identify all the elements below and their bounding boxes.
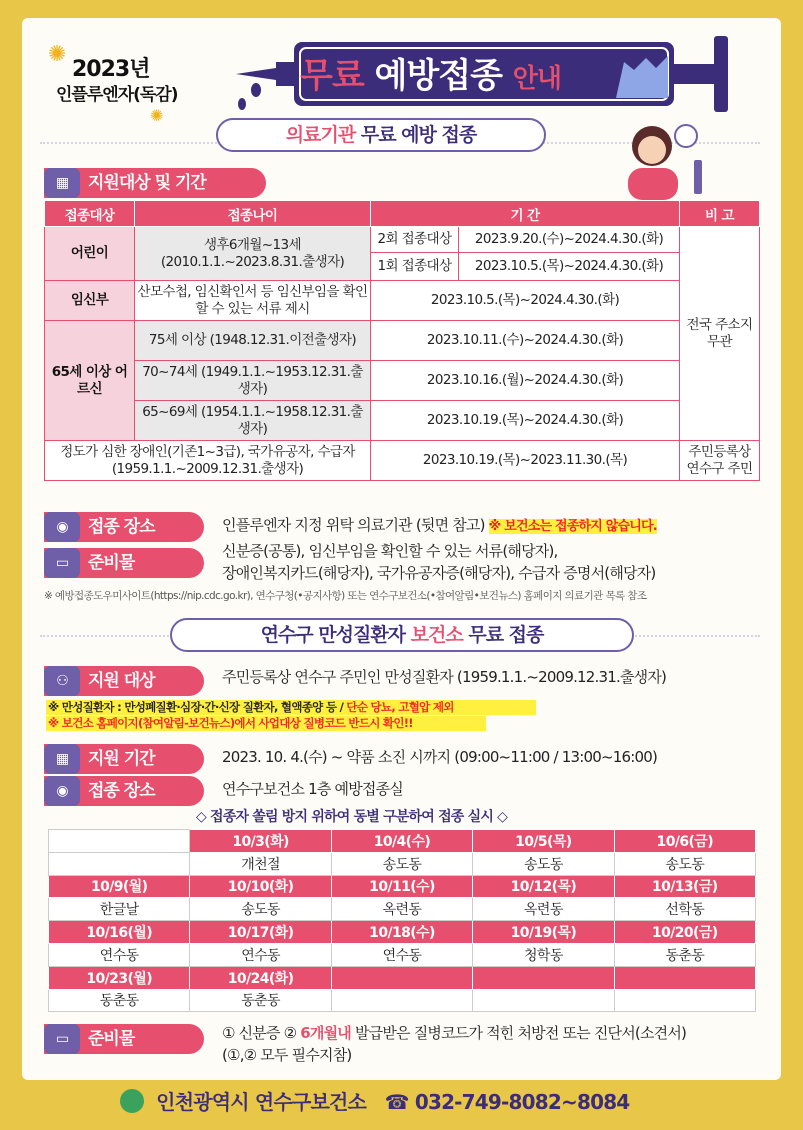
tag-place-label: 접종 장소 — [88, 517, 155, 537]
th-note: 비 고 — [680, 201, 760, 227]
logo-icon — [120, 1089, 144, 1113]
sun-icon: ✺ — [48, 42, 67, 67]
schedule-table — [48, 829, 756, 1012]
prep2-line1 — [222, 1022, 686, 1043]
note-local: 주민등록상 연수구 주민 — [680, 441, 760, 481]
row-preg-label: 임신부 — [45, 281, 135, 321]
warning-code-text: ※ 보건소 홈페이지(참여알림-보건뉴스)에서 사업대상 질병코드 반드시 확인!! — [48, 716, 413, 730]
doctor-illustration — [614, 120, 706, 200]
schedule-date: 10/23(월) — [49, 966, 190, 989]
row-elder2-age: 70~74세 (1949.1.1.~1953.12.31.출생자) — [135, 361, 371, 401]
schedule-area — [331, 989, 472, 1012]
schedule-area: 연수동 — [331, 943, 472, 966]
schedule-date: 10/18(수) — [331, 921, 472, 944]
prep2-text-a: ① 신분증 ② — [222, 1024, 297, 1042]
tag-prep2 — [44, 1024, 204, 1054]
schedule-area: 청학동 — [473, 943, 614, 966]
section2-banner-text2: 무료 접종 — [468, 624, 544, 646]
row-elder3-age: 65~69세 (1954.1.1.~1958.12.31.출생자) — [135, 401, 371, 441]
tag-target-period — [44, 168, 266, 198]
schedule-date: 10/13(금) — [614, 875, 755, 898]
section2-banner-accent: 보건소 — [410, 624, 463, 646]
schedule-area: 옥련동 — [331, 898, 472, 921]
row-child-dose2: 1회 접종대상 — [371, 253, 459, 281]
schedule-title: ◇ 접종자 쏠림 방지 위하여 동별 구분하여 접종 실시 ◇ — [196, 809, 508, 825]
id-card-icon: ▭ — [44, 548, 80, 578]
location-pin-icon: ◉ — [44, 512, 80, 542]
support-period-text: 2023. 10. 4.(수) ~ 약품 소진 시까지 (09:00~11:00 / 13:00~16:00) — [222, 748, 658, 766]
schedule-date — [49, 830, 190, 853]
title-free: 무료 — [300, 56, 364, 96]
warning-chronic-text: ※ 만성질환자 : 만성폐질환·심장·간·신장 질환자, 혈액종양 등 / — [48, 700, 344, 714]
schedule-date — [331, 966, 472, 989]
tag-prep-label: 준비물 — [88, 553, 135, 573]
note-nationwide: 전국 주소지 무관 — [680, 227, 760, 441]
schedule-date: 10/17(화) — [190, 921, 331, 944]
row-child-label: 어린이 — [45, 227, 135, 281]
footer-phone: ☎ 032-749-8082~8084 — [384, 1090, 630, 1114]
schedule-area: 한글날 — [49, 898, 190, 921]
calendar-icon: ▦ — [44, 168, 80, 198]
schedule-date: 10/20(금) — [614, 921, 755, 944]
row-elder1-period: 2023.10.11.(수)~2024.4.30.(화) — [371, 321, 680, 361]
schedule-area: 송도동 — [473, 852, 614, 875]
prep2-line2: (①,② 모두 필수지참) — [222, 1046, 352, 1064]
row-elder-label: 65세 이상 어르신 — [45, 321, 135, 441]
place2-text: 연수구보건소 1층 예방접종실 — [222, 780, 403, 798]
row-child-age: 생후6개월~13세 (2010.1.1.~2023.8.31.출생자) — [135, 227, 371, 281]
schedule-area: 동춘동 — [190, 989, 331, 1012]
warning-chronic-exclusion: 단순 당뇨, 고혈압 제외 — [346, 700, 454, 714]
sun-icon: ✺ — [150, 106, 164, 125]
title-vaccination: 예방접종 — [374, 56, 502, 96]
schedule-area: 송도동 — [190, 898, 331, 921]
tag-place2 — [44, 776, 204, 806]
section1-banner-accent: 의료기관 — [285, 124, 356, 146]
warning-chronic — [46, 700, 536, 715]
schedule-area — [49, 852, 190, 875]
title-guide: 안내 — [512, 64, 562, 94]
schedule-date: 10/11(수) — [331, 875, 472, 898]
th-target: 접종대상 — [45, 201, 135, 227]
place-text — [222, 514, 657, 535]
schedule-date: 10/10(화) — [190, 875, 331, 898]
schedule-area: 선학동 — [614, 898, 755, 921]
row-elder3-period: 2023.10.19.(목)~2024.4.30.(화) — [371, 401, 680, 441]
eligibility-table — [44, 200, 760, 481]
section1-banner-text: 무료 예방 접종 — [360, 124, 477, 146]
tag-support-target — [44, 666, 204, 696]
prep-line1: 신분증(공통), 임신부임을 확인할 수 있는 서류(해당자), — [222, 542, 558, 560]
schedule-date — [473, 966, 614, 989]
schedule-date: 10/12(목) — [473, 875, 614, 898]
schedule-area: 옥련동 — [473, 898, 614, 921]
row-child-dose2-period: 2023.10.5.(목)~2024.4.30.(화) — [459, 253, 680, 281]
calendar-icon: ▦ — [44, 744, 80, 774]
schedule-date: 10/19(목) — [473, 921, 614, 944]
footer — [120, 1086, 629, 1115]
schedule-area — [614, 989, 755, 1012]
schedule-area: 연수동 — [190, 943, 331, 966]
prep-line2: 장애인복지카드(해당자), 국가유공자증(해당자), 수급자 증명서(해당자) — [222, 564, 656, 582]
people-icon: ⚇ — [44, 666, 80, 696]
schedule-date — [614, 966, 755, 989]
row-elder1-age: 75세 이상 (1948.12.31.이전출생자) — [135, 321, 371, 361]
schedule-area — [473, 989, 614, 1012]
tag-target-period-label: 지원대상 및 기간 — [88, 173, 206, 193]
prep2-text-c: 발급받은 질병코드가 적힌 처방전 또는 진단서(소견서) — [354, 1024, 687, 1042]
place-text-main: 인플루엔자 지정 위탁 의료기관 (뒷면 참고) — [222, 516, 485, 534]
warning-code — [46, 716, 486, 731]
prep2-text-b: 6개월내 — [300, 1024, 351, 1042]
tag-support-period — [44, 744, 204, 774]
row-disabled-period: 2023.10.19.(목)~2023.11.30.(목) — [371, 441, 680, 481]
schedule-date: 10/9(월) — [49, 875, 190, 898]
schedule-area: 송도동 — [331, 852, 472, 875]
section1-banner — [216, 118, 546, 152]
row-disabled-label: 정도가 심한 장애인(기존1~3급), 국가유공자, 수급자 (1959.1.1.~2009.12.31.출생자) — [45, 441, 371, 481]
schedule-date: 10/24(화) — [190, 966, 331, 989]
th-period: 기 간 — [371, 201, 680, 227]
tag-place2-label: 접종 장소 — [88, 781, 155, 801]
tag-place — [44, 512, 204, 542]
row-child-dose1-period: 2023.9.20.(수)~2024.4.30.(화) — [459, 227, 680, 253]
id-card-icon: ▭ — [44, 1024, 80, 1054]
th-age: 접종나이 — [135, 201, 371, 227]
year-label: 2023년 — [72, 57, 150, 82]
footer-org: 인천광역시 연수구보건소 — [156, 1090, 367, 1114]
schedule-date: 10/5(목) — [473, 830, 614, 853]
schedule-date: 10/6(금) — [614, 830, 755, 853]
main-title — [300, 48, 561, 97]
row-child-dose1: 2회 접종대상 — [371, 227, 459, 253]
tag-prep2-label: 준비물 — [88, 1029, 135, 1049]
row-elder2-period: 2023.10.16.(월)~2024.4.30.(화) — [371, 361, 680, 401]
schedule-area: 개천절 — [190, 852, 331, 875]
support-target-text: 주민등록상 연수구 주민인 만성질환자 (1959.1.1.~2009.12.31.출생자) — [222, 668, 667, 686]
row-preg-period: 2023.10.5.(목)~2024.4.30.(화) — [371, 281, 680, 321]
schedule-area: 동춘동 — [614, 943, 755, 966]
reference-note: ※ 예방접종도우미사이트(https://nip.cdc.go.kr), 연수구청(•공지사항) 또는 연수구보건소(•참여알림•보건뉴스) 홈페이지 의료기관 목록 참조 — [44, 590, 647, 602]
section2-banner-text: 연수구 만성질환자 — [260, 624, 406, 646]
tag-prep — [44, 548, 204, 578]
schedule-area: 연수동 — [49, 943, 190, 966]
tag-support-period-label: 지원 기간 — [88, 749, 155, 769]
schedule-date: 10/4(수) — [331, 830, 472, 853]
section2-banner — [170, 618, 634, 652]
schedule-date: 10/16(월) — [49, 921, 190, 944]
flu-label: 인플루엔자(독감) — [56, 85, 178, 105]
schedule-date: 10/3(화) — [190, 830, 331, 853]
row-preg-age: 산모수첩, 임신확인서 등 임신부임을 확인할 수 있는 서류 제시 — [135, 281, 371, 321]
location-pin-icon: ◉ — [44, 776, 80, 806]
schedule-area: 동춘동 — [49, 989, 190, 1012]
place-warning: ※ 보건소는 접종하지 않습니다. — [488, 519, 657, 534]
tag-support-target-label: 지원 대상 — [88, 671, 155, 691]
schedule-area: 송도동 — [614, 852, 755, 875]
